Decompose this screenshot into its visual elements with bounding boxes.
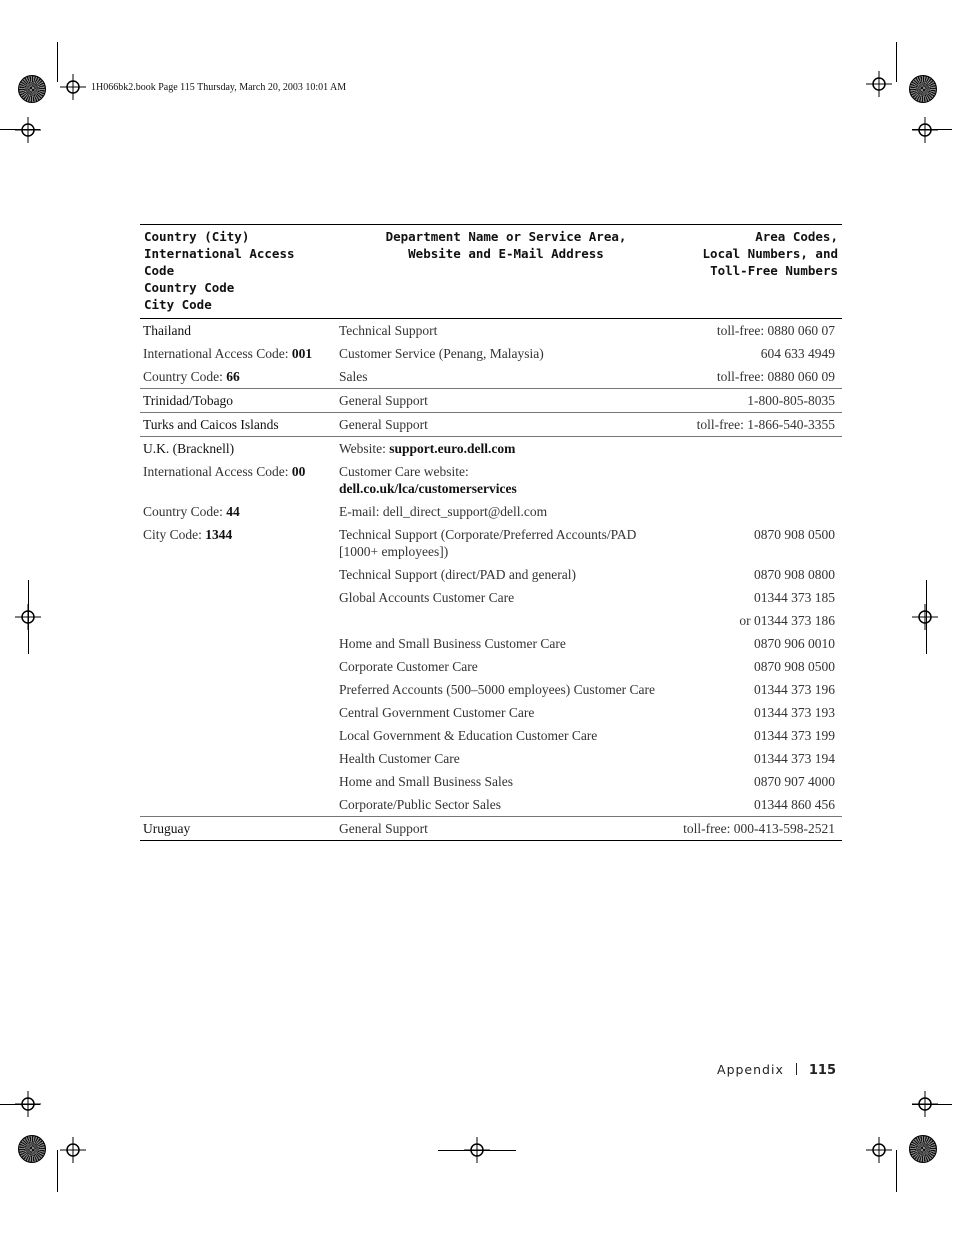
department: Sales: [339, 369, 368, 384]
crosshair-mark-icon: [912, 604, 938, 630]
table-row: [140, 563, 842, 586]
trim-line: [926, 580, 927, 654]
trim-line: [28, 580, 29, 654]
crosshair-mark-icon: [912, 117, 938, 143]
table-row: [140, 609, 842, 632]
department: Preferred Accounts (500–5000 employees) Customer Care: [339, 682, 656, 697]
department: [336, 609, 676, 632]
access-code: International Access Code: 001: [143, 346, 313, 361]
table-row: [140, 437, 842, 461]
page-footer: [717, 1062, 836, 1078]
table-row: [140, 460, 842, 500]
trim-line: [438, 1150, 516, 1151]
country-name: Uruguay: [140, 817, 336, 841]
phone-number: toll-free: 0880 060 09: [716, 369, 835, 384]
country-name: Thailand: [140, 319, 336, 343]
phone-number: toll-free: 1-866-540-3355: [676, 413, 842, 437]
contact-table: [140, 224, 842, 841]
country-name: Trinidad/Tobago: [140, 389, 336, 413]
phone-number: or 01344 373 186: [739, 613, 835, 628]
table-row: [140, 500, 842, 523]
phone-number: 0870 906 0010: [754, 636, 835, 651]
trim-line: [57, 42, 58, 82]
country-name: U.K. (Bracknell): [140, 437, 336, 461]
trim-line: [912, 1104, 952, 1105]
department: Health Customer Care: [339, 751, 460, 766]
header-department: Department Name or Service Area, Website and E-Mail Address: [336, 225, 676, 319]
department: Global Accounts Customer Care: [339, 590, 515, 605]
table-row: [140, 342, 842, 365]
table-header-row: [140, 225, 842, 319]
phone-number: 0870 908 0500: [754, 527, 835, 542]
phone-number: 01344 373 196: [754, 682, 835, 697]
table-row: [140, 747, 842, 770]
header-numbers: Area Codes, Local Numbers, and Toll-Free Numbers: [676, 225, 842, 319]
trim-line: [0, 129, 40, 130]
section-name: Appendix: [717, 1062, 784, 1077]
table-row: [140, 678, 842, 701]
table-row: [140, 389, 842, 413]
table-row: [140, 817, 842, 841]
country-code: Country Code: 44: [143, 504, 240, 519]
trim-line: [896, 1150, 897, 1192]
phone-number: 01344 373 194: [754, 751, 835, 766]
table-row: [140, 319, 842, 343]
department: Technical Support: [336, 319, 676, 343]
city-code: City Code: 1344: [143, 527, 233, 542]
registration-rosette-top-left: [18, 75, 46, 103]
phone-number: 1-800-805-8035: [676, 389, 842, 413]
department: Technical Support (direct/PAD and general): [339, 567, 576, 582]
phone-number: 01344 860 456: [754, 797, 835, 812]
table-row: [140, 655, 842, 678]
phone-number: 604 633 4949: [760, 346, 835, 361]
trim-line: [912, 129, 952, 130]
trim-line: [896, 42, 897, 82]
customer-care-link[interactable]: dell.co.uk/lca/customerservices: [339, 481, 517, 496]
crosshair-mark-icon: [60, 74, 86, 100]
trim-line: [57, 1150, 58, 1192]
department: Corporate/Public Sector Sales: [339, 797, 501, 812]
phone-number: 0870 908 0800: [754, 567, 835, 582]
print-slug: 1H066bk2.book Page 115 Thursday, March 20, 2003 10:01 AM: [91, 82, 347, 93]
table-row: [140, 793, 842, 817]
table-row: [140, 724, 842, 747]
footer-divider: [796, 1063, 797, 1075]
email: E-mail: dell_direct_support@dell.com: [339, 504, 548, 519]
phone-number: toll-free: 0880 060 07: [676, 319, 842, 343]
registration-rosette-bottom-left: [18, 1135, 46, 1163]
table-row: [140, 770, 842, 793]
header-country: Country (City) International Access Code Country Code City Code: [140, 225, 336, 319]
crosshair-mark-icon: [866, 1137, 892, 1163]
phone-number: 0870 908 0500: [754, 659, 835, 674]
website: Website: support.euro.dell.com: [336, 437, 676, 461]
registration-rosette-top-right: [909, 75, 937, 103]
phone-number: 01344 373 193: [754, 705, 835, 720]
crosshair-mark-icon: [60, 1137, 86, 1163]
table-row: [140, 413, 842, 437]
country-name: Turks and Caicos Islands: [140, 413, 336, 437]
department: Corporate Customer Care: [339, 659, 478, 674]
department: General Support: [336, 413, 676, 437]
registration-rosette-bottom-right: [909, 1135, 937, 1163]
table-row: [140, 632, 842, 655]
page-number: 115: [808, 1063, 836, 1078]
table-row: [140, 701, 842, 724]
table-row: [140, 365, 842, 389]
department: Home and Small Business Customer Care: [339, 636, 566, 651]
phone-number: toll-free: 000-413-598-2521: [676, 817, 842, 841]
table-row: [140, 586, 842, 609]
trim-line: [0, 1104, 40, 1105]
department: Local Government & Education Customer Care: [339, 728, 598, 743]
phone-number: 0870 907 4000: [754, 774, 835, 789]
country-code: Country Code: 66: [143, 369, 240, 384]
customer-care-website: Customer Care website: dell.co.uk/lca/customerservices: [336, 460, 676, 500]
department: Customer Service (Penang, Malaysia): [339, 346, 544, 361]
department: General Support: [336, 817, 676, 841]
department: General Support: [336, 389, 676, 413]
website-link[interactable]: support.euro.dell.com: [389, 441, 516, 456]
department: Technical Support (Corporate/Preferred Accounts/PAD [1000+ employees]): [339, 527, 637, 559]
crosshair-mark-icon: [15, 117, 41, 143]
crosshair-mark-icon: [866, 71, 892, 97]
department: Central Government Customer Care: [339, 705, 535, 720]
department: Home and Small Business Sales: [339, 774, 513, 789]
access-code: International Access Code: 00: [143, 464, 306, 479]
phone-number: 01344 373 199: [754, 728, 835, 743]
phone-number: 01344 373 185: [754, 590, 835, 605]
uk-codes: [140, 500, 336, 563]
